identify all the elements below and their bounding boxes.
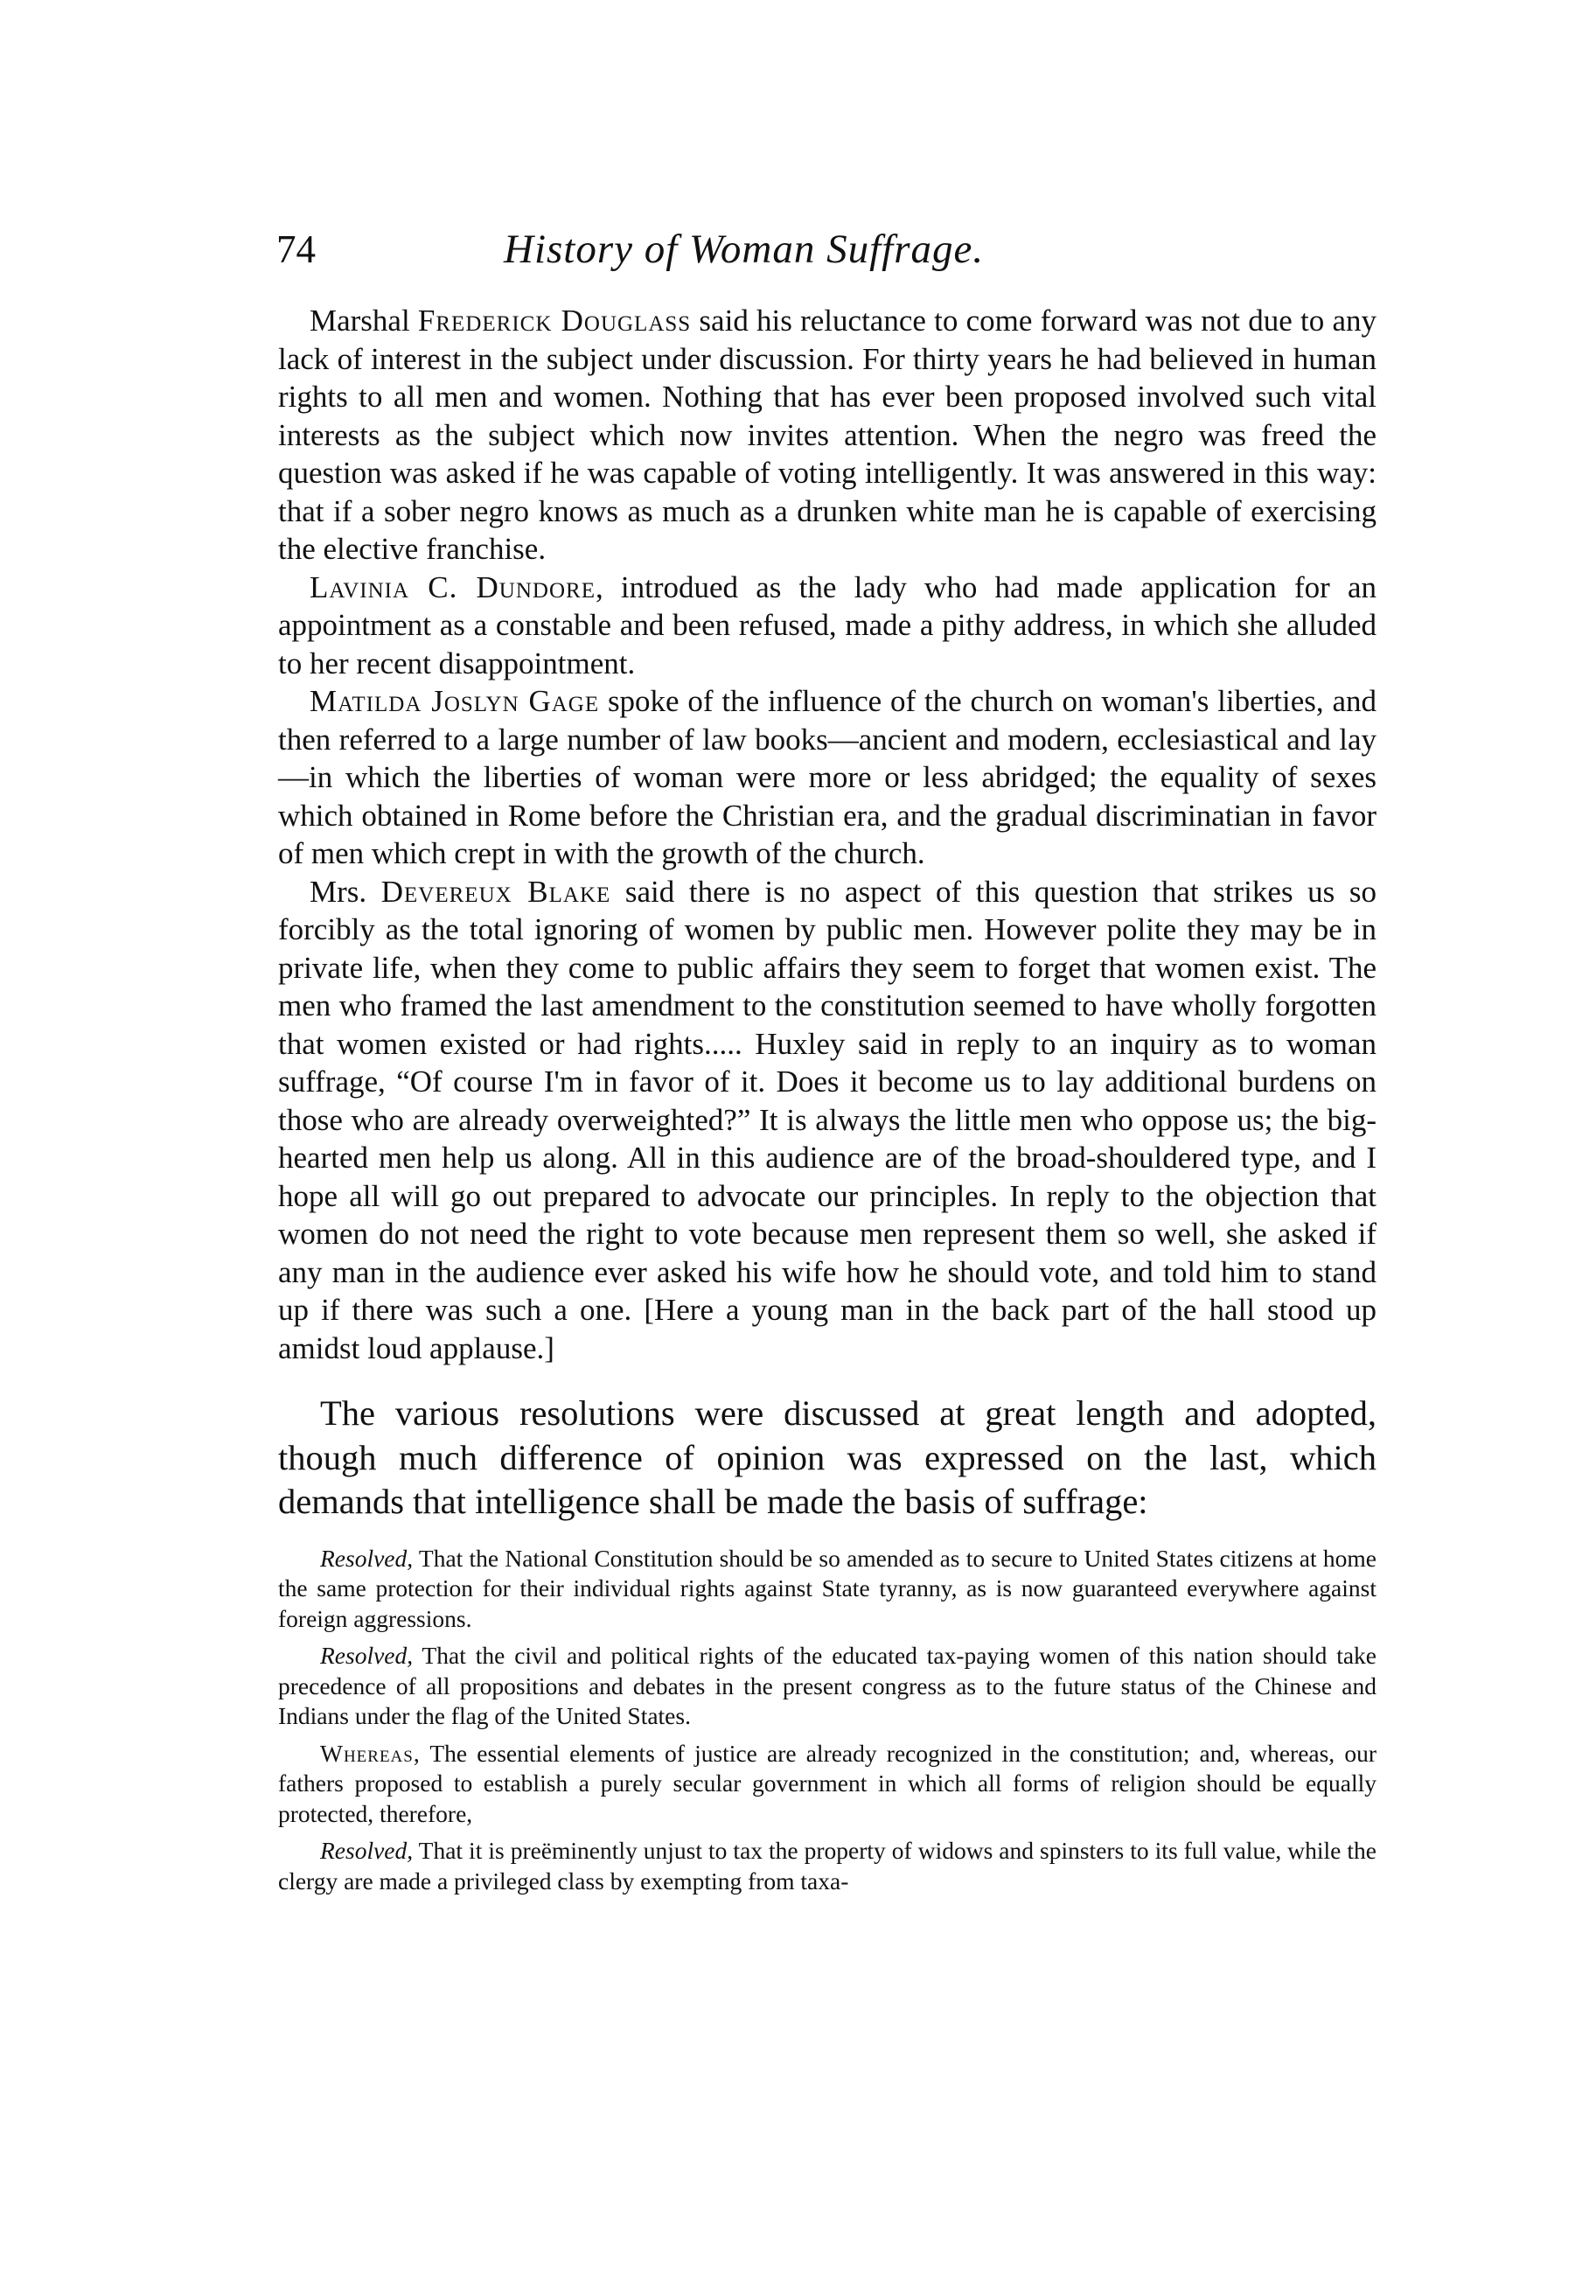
- paragraph-douglass: [278, 302, 1376, 569]
- paragraph-lead: Mrs.: [310, 874, 381, 909]
- resolution-keyword: Whereas,: [320, 1739, 421, 1767]
- resolution-text: The essential elements of justice are already recognized in the constitution; and, whereas, our fathers proposed to establish a purely secular government in which all forms of religion should be equally protected, therefore,: [278, 1739, 1376, 1827]
- speaker-name: Matilda Joslyn Gage: [310, 684, 600, 718]
- resolution-1: [278, 1544, 1376, 1635]
- resolutions-summary: The various resolutions were discussed at great length and adopted, though much difference of opinion was expressed on the last, which demands that intelligence shall be made the basis of suffrage:: [278, 1393, 1376, 1521]
- paragraph-gage: [278, 682, 1376, 873]
- paragraph-text: said his reluctance to come forward was not due to any lack of interest in the subject under discussion. For thirty years he had believed in human rights to all men and women. Nothing that has ever been proposed involved such vital interests as the subject which now invites attention. When the negro was freed the question was asked if he was capable of voting intelligently. It was answered in this way: that if a sober negro knows as much as a drunken white man he is capable of exercising the elective franchise.: [278, 304, 1376, 566]
- paragraph-text: said there is no aspect of this question that strikes us so forcibly as the total ignoring of women by public men. However polite they may be in private life, when they come to public affairs they seem to forget that women exist. The men who framed the last amendment to the constitution seemed to have wholly forgotten that women existed or had rights..... Huxley said in reply to an inquiry as to woman suffrage, “Of course I'm in favor of it. Does it become us to lay additional burdens on those who are already overweighted?” It is always the little men who oppose us; the big-hearted men help us along. All in this audience are of the broad-shouldered type, and I hope all will go out prepared to advocate our principles. In reply to the objection that women do not need the right to vote because men represent them so well, she asked if any man in the audience ever asked his wife how he should vote, and told him to stand up if there was such a one. [Here a young man in the back part of the hall stood up amidst loud applause.]: [278, 874, 1376, 1365]
- resolution-text: That it is preëminently unjust to tax the property of widows and spinsters to its full value, while the clergy are made a privileged class by exempting from taxa-: [278, 1837, 1376, 1895]
- resolution-3: [278, 1836, 1376, 1896]
- speaker-name: Devereux Blake: [380, 874, 611, 909]
- paragraph-blake: [278, 873, 1376, 1368]
- running-title: History of Woman Suffrage.: [504, 227, 985, 272]
- page-body: [278, 302, 1376, 1903]
- paragraph-lead: Marshal: [310, 304, 418, 338]
- running-header: [276, 219, 1378, 280]
- resolution-text: That the civil and political rights of the educated tax-paying women of this nation should take precedence of all propositions and debates in the present congress as to the future status of the Chinese and Indians under the flag of the United States.: [278, 1642, 1376, 1729]
- resolution-text: That the National Constitution should be so amended as to secure to United States citizens at home the same protection for their individual rights against State tyranny, as is now guaranteed everywhere against foreign aggressions.: [278, 1544, 1376, 1632]
- whereas-clause: [278, 1739, 1376, 1830]
- paragraph-text: , introdued as the lady who had made application for an appointment as a constable and been refused, made a pithy address, in which she alluded to her recent disappointment.: [278, 569, 1376, 680]
- resolution-2: [278, 1641, 1376, 1732]
- paragraph-dundore: [278, 569, 1376, 683]
- resolution-keyword: Resolved,: [320, 1642, 414, 1669]
- paragraph-text: spoke of the influence of the church on woman's liberties, and then referred to a large number of law books—ancient and modern, ecclesiastical and lay—in which the liberties of woman were more or less abridged; the equality of sexes which obtained in Rome before the Christian era, and the gradual discriminatian in favor of men which crept in with the growth of the church.: [278, 684, 1376, 870]
- speaker-name: Lavinia C. Dundore: [310, 569, 596, 604]
- speaker-name: Frederick Douglass: [417, 304, 692, 338]
- page-number: 74: [276, 227, 316, 271]
- resolution-keyword: Resolved,: [320, 1837, 414, 1864]
- resolution-keyword: Resolved,: [320, 1544, 414, 1572]
